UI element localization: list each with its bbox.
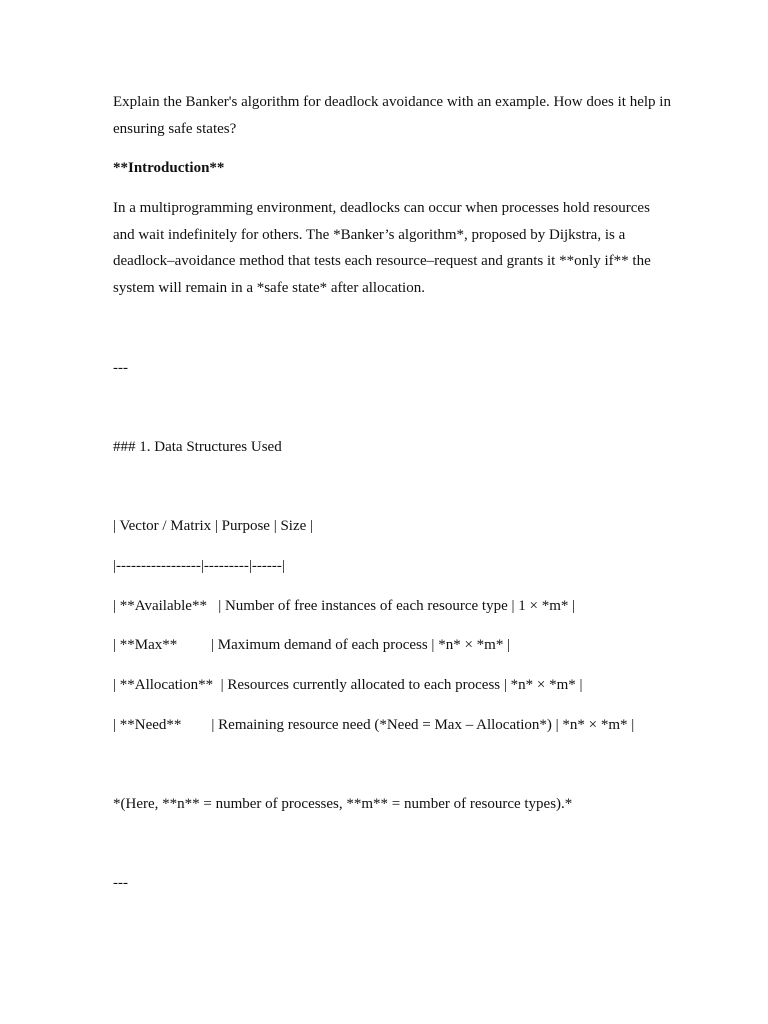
table-row-need: | **Need** | Remaining resource need (*Need = Max – Allocation*) | *n* × *m* | [113, 717, 635, 733]
table-row-max: | **Max** | Maximum demand of each process | *n* × *m* | [113, 637, 511, 653]
table-row-available: | **Available** | Number of free instances of each resource type | 1 × *m* | [113, 598, 576, 614]
table-header-line: | Vector / Matrix | Purpose | Size | [113, 518, 314, 534]
table-row-allocation: | **Allocation** | Resources currently allocated to each process | *n* × *m* | [113, 677, 583, 693]
introduction-paragraph: In a multiprogramming environment, deadlocks can occur when processes hold resources and wait indefinitely for others. The *Banker’s algorithm*, proposed by Dijkstra, is a deadlock–avoidance method that tests each resource–request and grants it **only if** the system will remain in a *safe state* after allocation. [113, 200, 651, 297]
section-heading: ### 1. Data Structures Used [113, 439, 282, 455]
introduction-heading: **Introduction** [113, 160, 225, 176]
note-text: *(Here, **n** = number of processes, **m** = number of resource types).* [113, 796, 573, 812]
question-text: Explain the Banker's algorithm for deadlock avoidance with an example. How does it help in ensuring safe states? [113, 94, 671, 137]
table-divider-line: |-----------------|---------|------| [113, 558, 285, 574]
separator-line: --- [113, 875, 128, 891]
separator-line: --- [113, 360, 128, 376]
